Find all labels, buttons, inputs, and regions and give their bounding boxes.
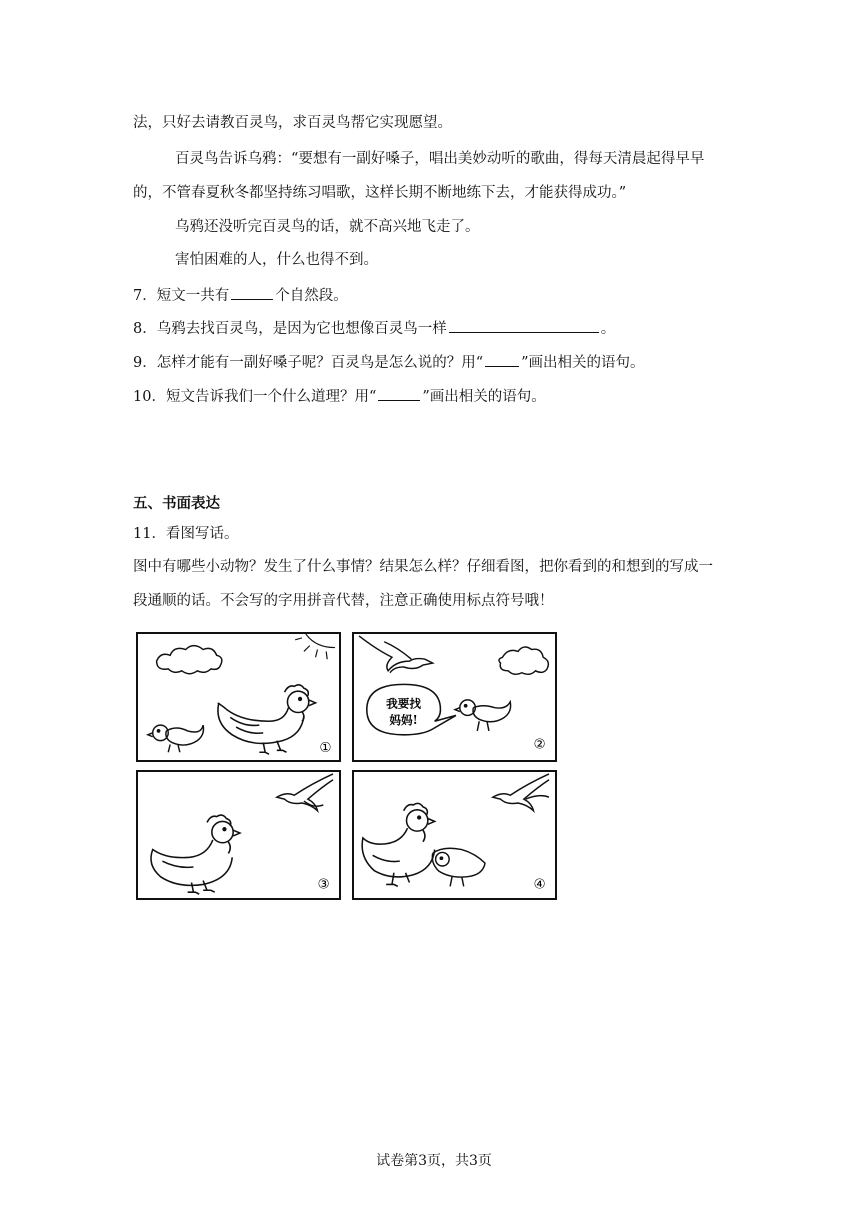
chick-icon	[455, 700, 511, 731]
passage-line-5: 害怕困难的人，什么也得不到。	[175, 252, 378, 268]
question-10	[133, 386, 546, 407]
speech-text-line-2: 妈妈!	[389, 713, 418, 728]
chick-icon	[432, 848, 485, 886]
panel-1-drawing	[138, 634, 339, 760]
answer-blank-q8[interactable]	[449, 318, 599, 333]
question-8-text-a: 8．乌鸦去找百灵鸟，是因为它也想像百灵鸟一样	[133, 321, 447, 337]
speech-bubble	[367, 684, 456, 734]
hen-icon	[218, 685, 316, 754]
panel-4-number: ④	[533, 876, 546, 893]
cloud-icon	[499, 647, 548, 674]
swallow-icon	[493, 774, 549, 811]
panel-3-number: ③	[317, 876, 330, 893]
question-10-text-b: ”画出相关的语句。	[422, 389, 546, 405]
question-8-text-b: 。	[600, 321, 616, 337]
answer-blank-q7[interactable]	[231, 285, 273, 300]
panel-1-number: ①	[319, 740, 332, 757]
chick-icon	[148, 725, 204, 752]
question-7-text-a: 7．短文一共有	[133, 288, 230, 304]
panel-3-drawing	[138, 772, 339, 898]
panel-2-drawing	[354, 634, 555, 760]
question-7-text-b: 个自然段。	[275, 288, 348, 304]
question-9-text-b: ”画出相关的语句。	[521, 355, 645, 371]
comic-panel-2	[352, 632, 557, 762]
hen-icon	[362, 803, 434, 886]
writing-prompt-line-1: 图中有哪些小动物？发生了什么事情？结果怎么样？仔细看图，把你看到的和想到的写成一	[133, 559, 713, 575]
question-11: 11．看图写话。	[133, 526, 239, 542]
page-footer: 试卷第3页，共3页	[376, 1153, 492, 1169]
question-8	[133, 318, 615, 339]
panel-4-drawing	[354, 772, 555, 898]
question-9	[133, 352, 645, 373]
comic-panel-4	[352, 770, 557, 900]
underline-sample-q10	[378, 386, 420, 401]
panel-2-number: ②	[533, 736, 546, 753]
sun-icon	[295, 634, 335, 659]
swallow-icon	[359, 636, 433, 673]
cloud-icon	[157, 646, 222, 674]
passage-line-3: 的，不管春夏秋冬都坚持练习唱歌，这样长期不断地练下去，才能获得成功。”	[133, 185, 627, 201]
swallow-icon	[277, 774, 333, 811]
section-title: 五、书面表达	[133, 496, 220, 512]
passage-line-4: 乌鸦还没听完百灵鸟的话，就不高兴地飞走了。	[175, 219, 480, 235]
speech-text-line-1: 我要找	[386, 696, 422, 711]
comic-panel-3	[136, 770, 341, 900]
passage-line-1: 法，只好去请教百灵鸟，求百灵鸟帮它实现愿望。	[133, 115, 452, 131]
hen-icon	[151, 815, 240, 894]
question-10-text-a: 10．短文告诉我们一个什么道理？用“	[133, 389, 377, 405]
underline-sample-q9	[485, 352, 519, 367]
passage-line-2: 百灵鸟告诉乌鸦：“要想有一副好嗓子，唱出美妙动听的歌曲，得每天清晨起得早早	[175, 151, 705, 167]
comic-panel-1	[136, 632, 341, 762]
writing-prompt-line-2: 段通顺的话。不会写的字用拼音代替，注意正确使用标点符号哦！	[133, 593, 554, 609]
question-7	[133, 285, 348, 306]
question-9-text-a: 9．怎样才能有一副好嗓子呢？百灵鸟是怎么说的？用“	[133, 355, 484, 371]
